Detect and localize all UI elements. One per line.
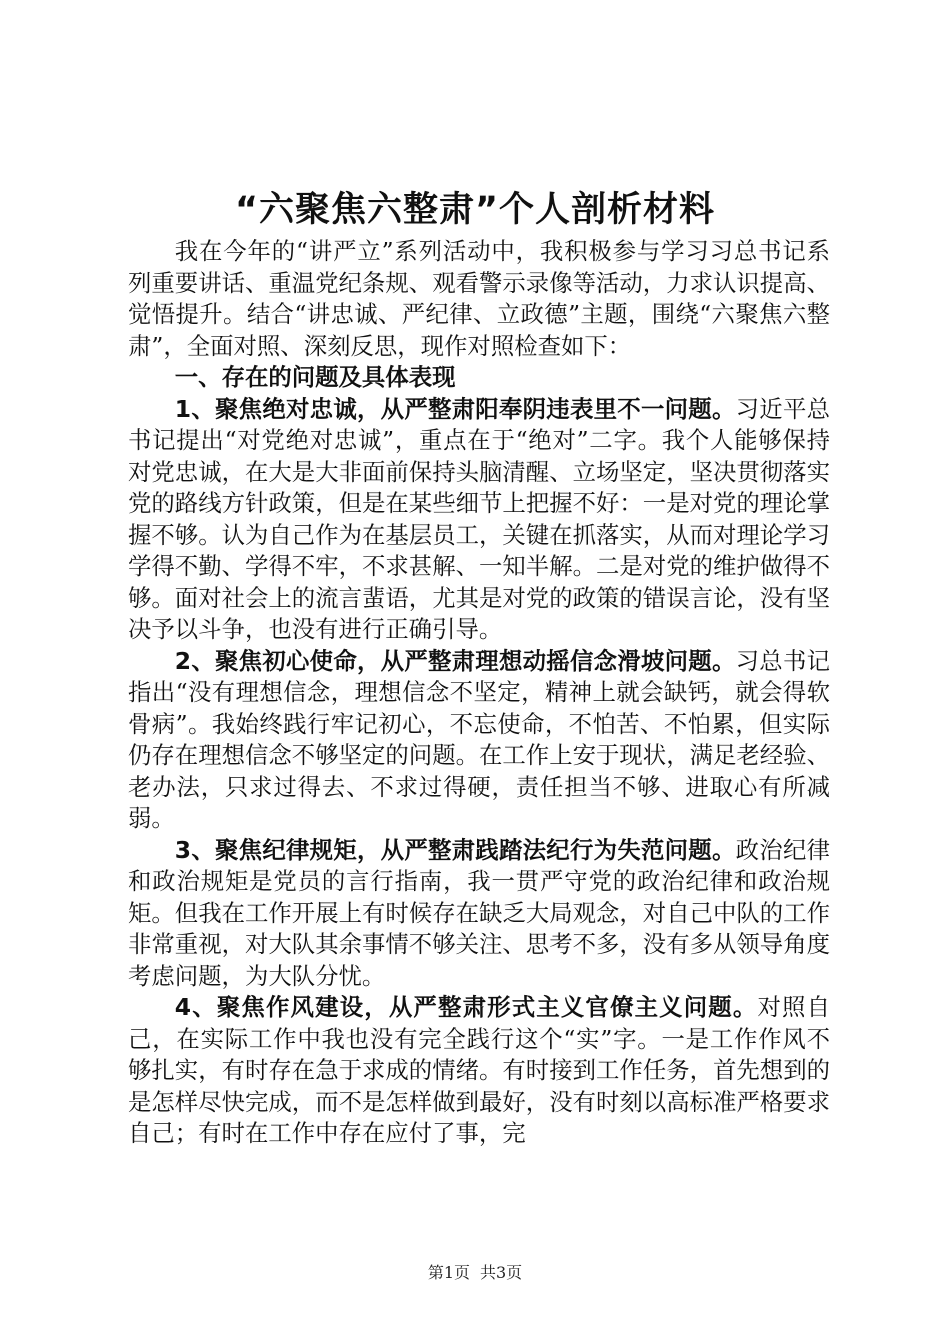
page-footer [0, 1262, 950, 1284]
item-paragraph-4 [128, 992, 830, 1150]
section-heading: 一、存在的问题及具体表现 [174, 363, 456, 391]
item-lead: 1、聚焦绝对忠诚，从严整肃阳奉阴违表里不一问题。 [174, 394, 736, 423]
item-lead: 3、聚焦纪律规矩，从严整肃践踏法纪行为失范问题。 [174, 835, 736, 864]
page-total: 共3页 [480, 1263, 523, 1282]
document-title: “六聚焦六整肃”个人剖析材料 [234, 190, 715, 230]
document-body [128, 236, 830, 1150]
item-text: 习总书记指出“没有理想信念，理想信念不坚定，精神上就会缺钙，就会得软骨病”。我始终践行牢记初心，不忘使命，不怕苦、不怕累，但实际仍存在理想信念不够坚定的问题。在工作上安于现状，满足老经验、老办法，只求过得去、不求过得硬，责任担当不够、进取心有所减弱。 [128, 646, 831, 832]
item-paragraph-3 [128, 835, 830, 993]
intro-paragraph: 我在今年的“讲严立”系列活动中，我积极参与学习习总书记系列重要讲话、重温党纪条规、观看警示录像等活动，力求认识提高、觉悟提升。结合“讲忠诚、严纪律、立政德”主题，围绕“六聚焦六整肃”，全面对照、深刻反思，现作对照检查如下： [128, 237, 830, 360]
item-text: 习近平总书记提出“对党绝对忠诚”，重点在于“绝对”二字。我个人能够保持对党忠诚，在大是大非面前保持头脑清醒、立场坚定，坚决贯彻落实党的路线方针政策，但是在某些细节上把握不好：一是对党的理论掌握不够。认为自己作为在基层员工，关键在抓落实，从而对理论学习学得不勤、学得不牢，不求甚解、一知半解。二是对党的维护做得不够。面对社会上的流言蜚语，尤其是对党的政策的错误言论，没有坚决予以斗争，也没有进行正确引导。 [128, 394, 831, 643]
page-number: 第1页 [427, 1263, 470, 1282]
item-lead: 2、聚焦初心使命，从严整肃理想动摇信念滑坡问题。 [174, 646, 736, 675]
item-text: 对照自己，在实际工作中我也没有完全践行这个“实”字。一是工作作风不够扎实，有时存在急于求成的情绪。有时接到工作任务，首先想到的是怎样尽快完成，而不是怎样做到最好，没有时刻以高标准严格要求自己；有时在工作中存在应付了事，完 [128, 993, 831, 1147]
item-paragraph-1 [128, 394, 830, 646]
item-paragraph-2 [128, 646, 830, 835]
item-text: 政治纪律和政治规矩是党员的言行指南，我一贯严守党的政治纪律和政治规矩。但我在工作开展上有时候存在缺乏大局观念，对自己中队的工作非常重视，对大队其余事情不够关注、思考不多，没有多从领导角度考虑问题，为大队分忧。 [128, 835, 831, 990]
item-lead: 4、聚焦作风建设，从严整肃形式主义官僚主义问题。 [174, 993, 758, 1021]
